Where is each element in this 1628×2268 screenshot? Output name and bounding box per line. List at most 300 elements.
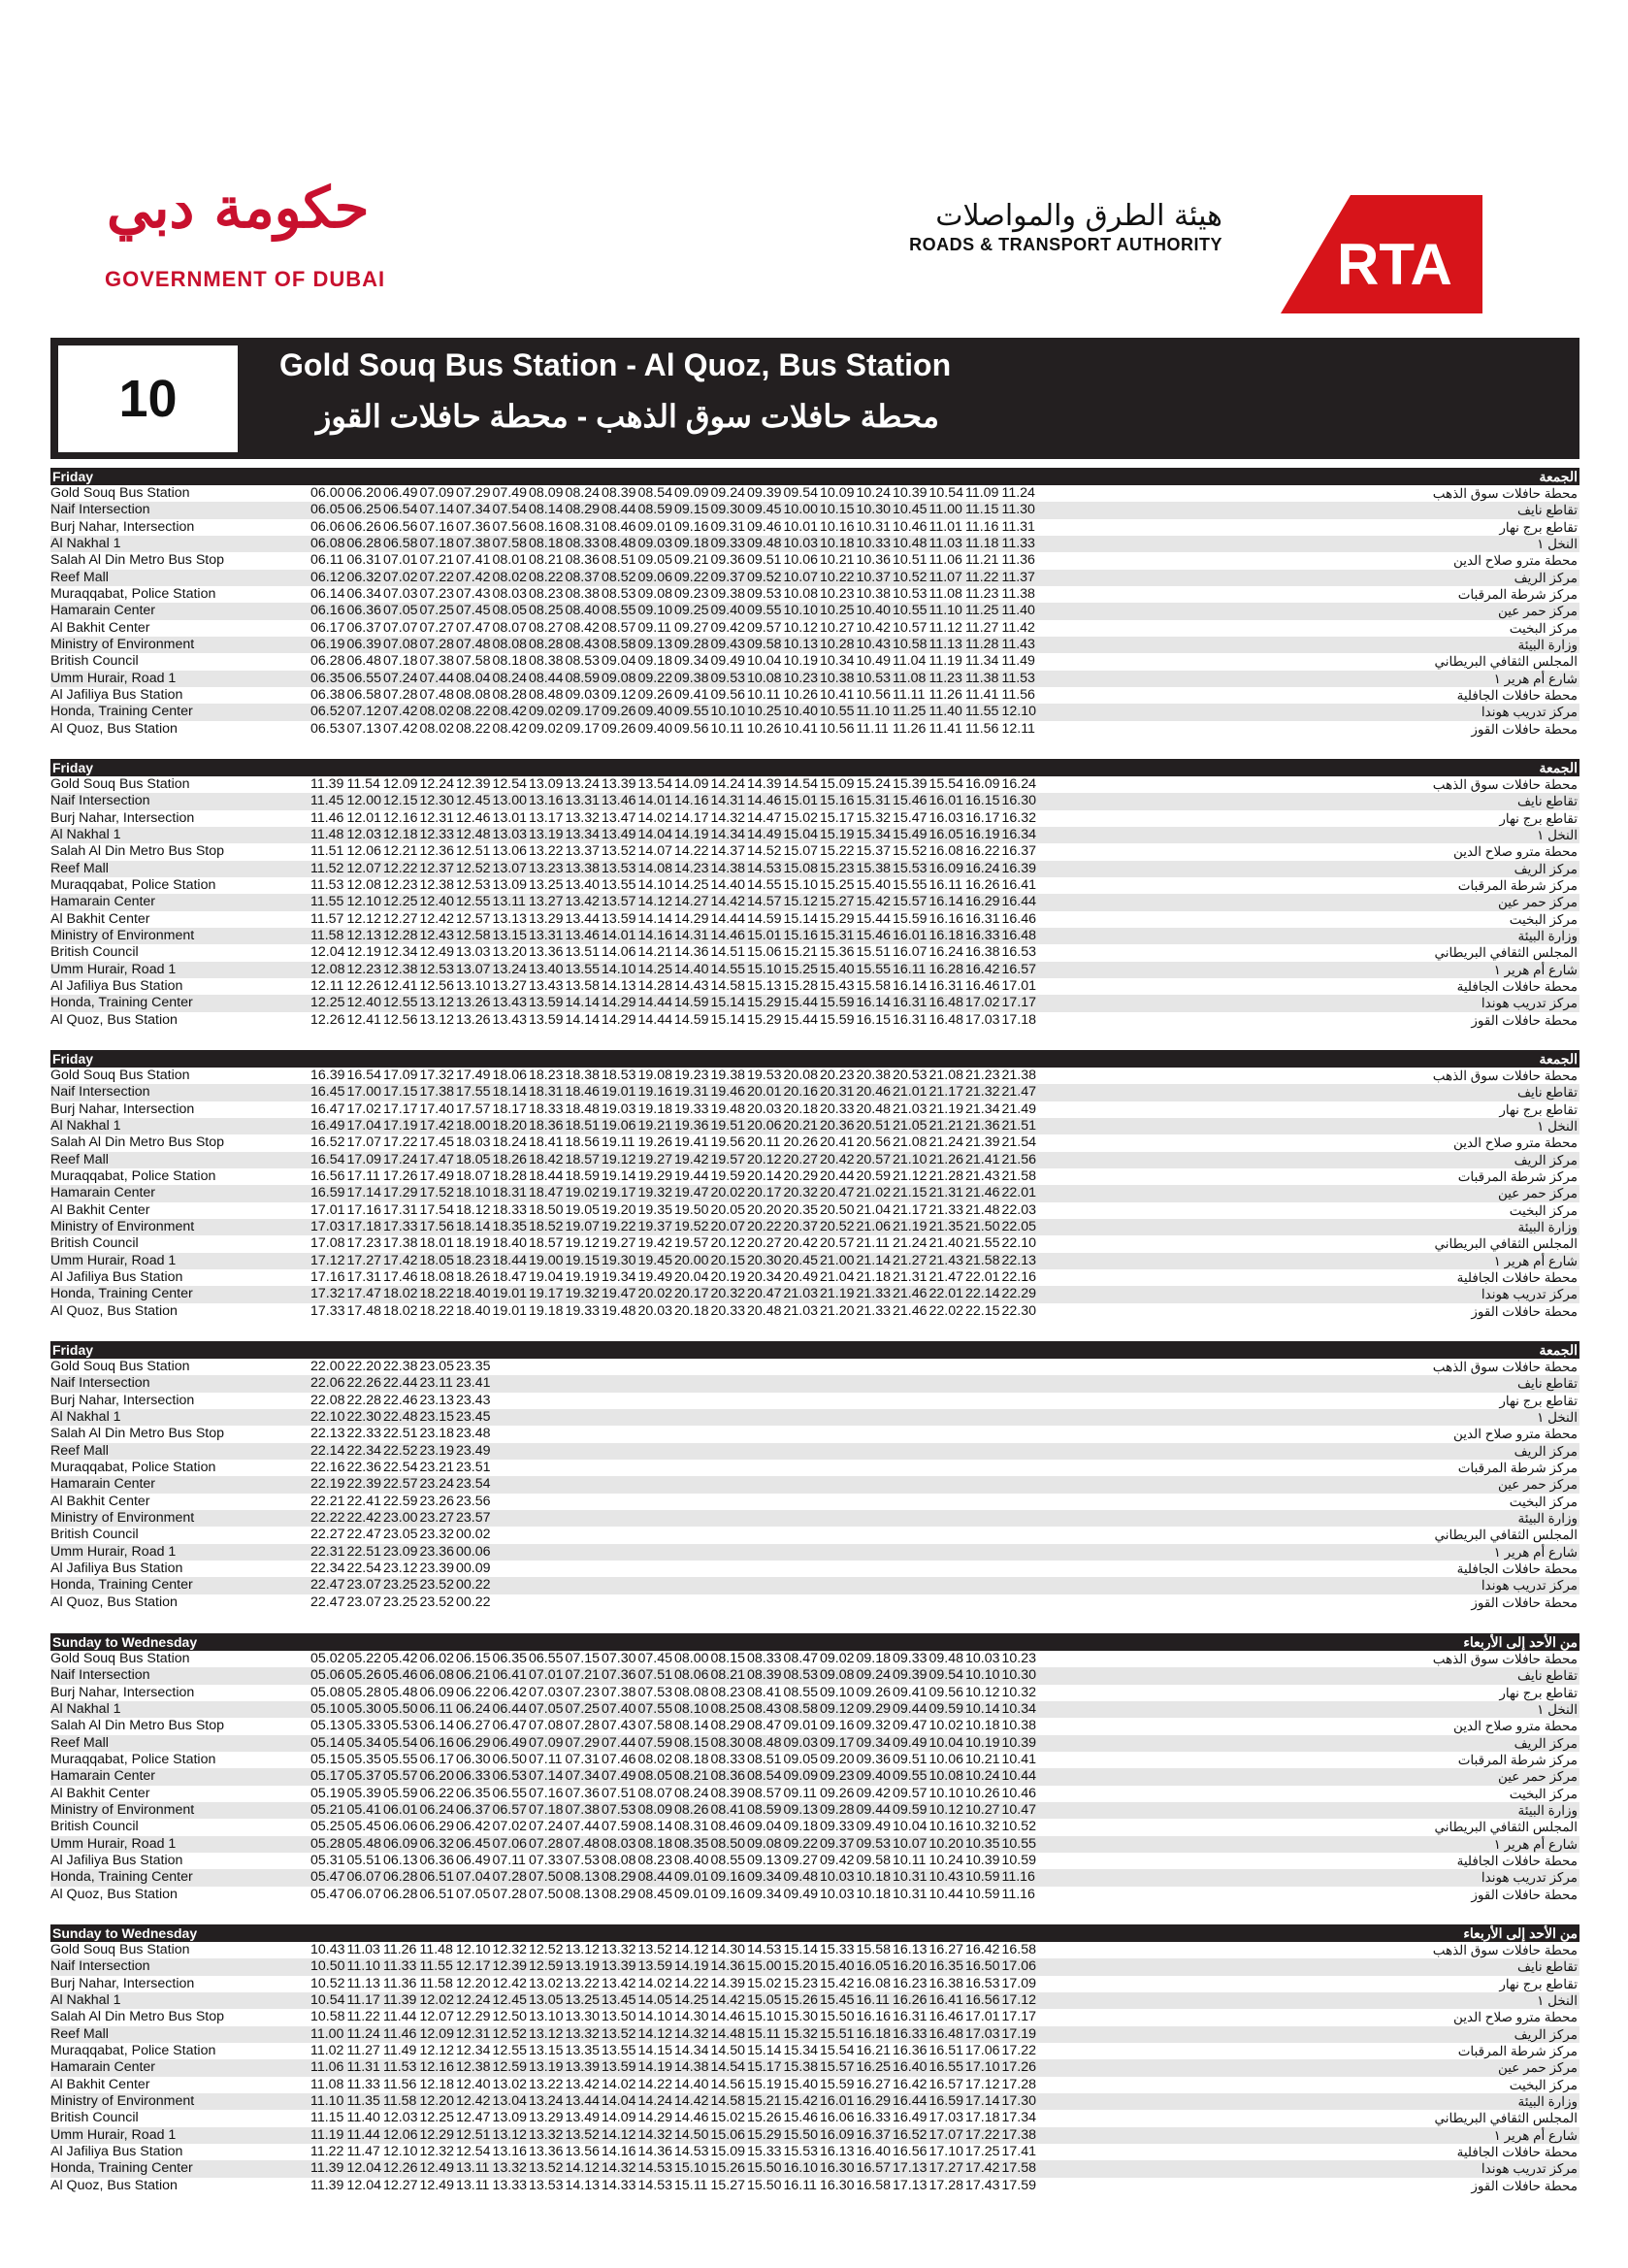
time-cell: 07.08 xyxy=(383,637,418,653)
stop-name-en: Honda, Training Center xyxy=(50,1869,193,1886)
time-cell: 05.48 xyxy=(383,1684,418,1700)
time-cell: 13.32 xyxy=(492,2160,528,2177)
time-cell: 11.27 xyxy=(965,619,999,636)
time-cell: 22.27 xyxy=(310,1527,345,1543)
time-cell: 19.47 xyxy=(602,1286,636,1302)
stop-name-en: Muraqqabat, Police Station xyxy=(50,1460,216,1476)
time-cell: 07.22 xyxy=(419,569,455,585)
time-cell: 08.57 xyxy=(602,619,636,636)
timetable-section xyxy=(50,1341,1579,1611)
time-cell: 21.33 xyxy=(856,1302,892,1319)
time-cell: 17.06 xyxy=(965,2043,1000,2059)
time-cell: 16.55 xyxy=(928,2059,964,2076)
time-cell: 06.36 xyxy=(346,603,382,619)
time-cell: 07.43 xyxy=(602,1718,636,1734)
time-cell: 23.27 xyxy=(419,1510,455,1527)
time-cell: 14.31 xyxy=(674,928,709,944)
time-cell: 09.57 xyxy=(747,619,782,636)
time-cell: 09.16 xyxy=(710,1869,746,1886)
time-cell: 16.31 xyxy=(928,978,964,995)
time-cell: 10.04 xyxy=(893,1819,928,1835)
time-cell: 10.39 xyxy=(965,1853,1000,1869)
time-cell: 20.02 xyxy=(710,1185,746,1201)
stop-name-en: Umm Hurair, Road 1 xyxy=(50,1543,177,1560)
time-cell: 15.14 xyxy=(783,1942,819,1957)
stop-name-ar: محطة مترو صلاح الدين xyxy=(1453,1135,1578,1151)
time-cell: 13.32 xyxy=(565,809,601,826)
stop-name-en: Gold Souq Bus Station xyxy=(50,1068,190,1083)
time-cell: 06.08 xyxy=(419,1667,455,1684)
time-cell: 09.40 xyxy=(710,603,746,619)
time-cell: 20.12 xyxy=(747,1151,782,1167)
time-cell: 07.48 xyxy=(565,1835,601,1852)
time-cell: 06.55 xyxy=(492,1785,528,1801)
time-cell: 07.16 xyxy=(529,1785,564,1801)
time-cell: 06.07 xyxy=(346,1886,382,1902)
time-cell: 11.39 xyxy=(383,1992,417,2009)
time-cell: 10.24 xyxy=(965,1768,1000,1785)
time-cell: 22.42 xyxy=(346,1510,382,1527)
stop-name-ar: مركز الريف xyxy=(1514,1443,1578,1459)
stop-name-ar: شارع أم هرير ١ xyxy=(1493,2127,1578,2143)
time-cell: 10.18 xyxy=(856,1886,892,1902)
stop-name-ar: محطة حافلات الجافلية xyxy=(1456,1270,1578,1286)
time-cell: 23.41 xyxy=(456,1375,491,1392)
time-cell: 09.53 xyxy=(747,586,782,603)
time-cell: 16.37 xyxy=(1001,843,1037,860)
time-cell: 08.14 xyxy=(674,1718,709,1734)
time-cell: 09.20 xyxy=(820,1752,855,1768)
time-cell: 16.26 xyxy=(893,1992,928,2009)
stop-name-en: Al Nakhal 1 xyxy=(50,536,121,552)
time-cell: 19.46 xyxy=(710,1084,746,1101)
time-cell: 10.47 xyxy=(1001,1802,1037,1819)
time-cell: 13.57 xyxy=(602,894,636,910)
time-cell: 13.03 xyxy=(492,827,528,843)
departure-times xyxy=(310,2160,1038,2177)
time-cell: 14.12 xyxy=(637,2025,673,2042)
time-cell: 14.58 xyxy=(710,2093,746,2110)
time-cell: 12.19 xyxy=(346,944,382,961)
time-cell: 14.21 xyxy=(637,944,673,961)
time-cell: 08.59 xyxy=(565,670,601,686)
time-cell: 21.03 xyxy=(783,1302,819,1319)
time-cell: 05.35 xyxy=(346,1752,382,1768)
time-cell: 16.26 xyxy=(965,877,1000,894)
time-cell: 16.53 xyxy=(1001,944,1037,961)
time-cell: 10.12 xyxy=(965,1684,1000,1700)
time-cell: 08.08 xyxy=(602,1853,636,1869)
time-cell: 14.54 xyxy=(783,776,819,792)
time-cell: 08.33 xyxy=(565,536,601,552)
time-cell: 15.58 xyxy=(856,978,892,995)
time-cell: 21.58 xyxy=(965,1252,1000,1268)
departure-times xyxy=(310,1068,1038,1084)
time-cell: 13.26 xyxy=(456,1011,491,1028)
time-cell: 13.47 xyxy=(602,809,636,826)
time-cell: 05.17 xyxy=(310,1768,345,1785)
time-cell: 08.01 xyxy=(492,552,528,569)
time-cell: 14.19 xyxy=(637,2059,673,2076)
time-cell: 12.26 xyxy=(383,2160,418,2177)
time-cell: 21.43 xyxy=(965,1168,1000,1185)
departure-times xyxy=(310,2043,1038,2059)
time-cell: 13.49 xyxy=(602,827,636,843)
time-cell: 23.32 xyxy=(419,1527,455,1543)
time-cell: 11.31 xyxy=(1001,518,1035,535)
time-cell: 14.55 xyxy=(710,961,746,977)
departure-times xyxy=(310,1667,1038,1684)
stop-name-en: Al Bakhit Center xyxy=(50,619,150,636)
departure-times xyxy=(310,1409,493,1426)
time-cell: 15.58 xyxy=(856,1942,892,1957)
time-cell: 08.33 xyxy=(710,1752,746,1768)
time-cell: 20.32 xyxy=(710,1286,746,1302)
time-cell: 23.18 xyxy=(419,1426,455,1442)
time-cell: 16.18 xyxy=(856,2025,892,2042)
time-cell: 10.09 xyxy=(820,485,855,501)
time-cell: 10.52 xyxy=(893,569,928,585)
time-cell: 05.30 xyxy=(346,1701,382,1718)
time-cell: 23.15 xyxy=(419,1409,455,1426)
time-cell: 08.46 xyxy=(602,518,636,535)
stop-name-ar: وزارة البيئة xyxy=(1517,2094,1578,2110)
stop-name-en: Ministry of Environment xyxy=(50,637,195,653)
time-cell: 20.26 xyxy=(783,1134,819,1151)
time-cell: 13.59 xyxy=(529,1011,564,1028)
time-cell: 10.25 xyxy=(820,603,855,619)
time-cell: 09.32 xyxy=(856,1718,892,1734)
time-cell: 11.13 xyxy=(928,637,962,653)
time-cell: 17.42 xyxy=(419,1118,455,1134)
time-cell: 17.18 xyxy=(1001,1011,1037,1028)
time-cell: 09.17 xyxy=(565,720,601,737)
route-number: 10 xyxy=(58,345,238,452)
stop-name-en: Al Jafiliya Bus Station xyxy=(50,2144,183,2160)
time-cell: 18.23 xyxy=(456,1252,491,1268)
time-cell: 09.10 xyxy=(637,603,673,619)
stop-name-en: Umm Hurair, Road 1 xyxy=(50,961,177,977)
time-cell: 13.09 xyxy=(492,2110,528,2126)
time-cell: 15.51 xyxy=(856,944,892,961)
time-cell: 19.44 xyxy=(674,1168,709,1185)
time-cell: 19.59 xyxy=(710,1168,746,1185)
time-cell: 05.15 xyxy=(310,1752,345,1768)
time-cell: 19.53 xyxy=(747,1068,782,1083)
time-cell: 23.00 xyxy=(383,1510,418,1527)
time-cell: 09.18 xyxy=(637,653,673,670)
time-cell: 19.41 xyxy=(674,1134,709,1151)
time-cell: 11.19 xyxy=(928,653,962,670)
time-cell: 19.22 xyxy=(602,1219,636,1235)
time-cell: 10.31 xyxy=(856,518,892,535)
stop-name-ar: مركز البخيت xyxy=(1509,911,1578,927)
time-cell: 16.42 xyxy=(965,1942,1000,1957)
time-cell: 12.18 xyxy=(419,2076,455,2092)
time-cell: 10.56 xyxy=(856,687,892,704)
time-cell: 07.44 xyxy=(602,1734,636,1751)
time-cell: 20.08 xyxy=(783,1068,819,1083)
time-cell: 09.21 xyxy=(674,552,709,569)
time-cell: 12.59 xyxy=(529,1958,564,1975)
time-cell: 06.22 xyxy=(456,1684,491,1700)
time-cell: 13.25 xyxy=(529,877,564,894)
time-cell: 07.18 xyxy=(419,536,455,552)
time-cell: 11.34 xyxy=(965,653,999,670)
stop-name-en: Honda, Training Center xyxy=(50,995,193,1011)
time-cell: 10.39 xyxy=(1001,1734,1037,1751)
stop-name-en: Burj Nahar, Intersection xyxy=(50,1975,195,1991)
time-cell: 13.38 xyxy=(565,860,601,876)
time-cell: 19.33 xyxy=(565,1302,601,1319)
stop-name-en: Reef Mall xyxy=(50,569,109,585)
time-cell: 13.19 xyxy=(529,2059,564,2076)
time-cell: 11.18 xyxy=(965,536,999,552)
time-cell: 15.50 xyxy=(820,2009,855,2025)
time-cell: 12.10 xyxy=(456,1942,491,1957)
time-cell: 15.20 xyxy=(783,1958,819,1975)
time-cell: 17.02 xyxy=(965,995,1000,1011)
time-cell: 09.09 xyxy=(674,485,709,501)
time-cell: 09.24 xyxy=(710,485,746,501)
time-cell: 14.29 xyxy=(602,995,636,1011)
time-cell: 22.59 xyxy=(383,1493,418,1509)
stop-name-en: Ministry of Environment xyxy=(50,1510,195,1527)
time-cell: 10.10 xyxy=(928,1785,964,1801)
time-cell: 09.16 xyxy=(674,518,709,535)
time-cell: 17.45 xyxy=(419,1134,455,1151)
time-cell: 00.02 xyxy=(456,1527,491,1543)
time-cell: 15.23 xyxy=(820,860,855,876)
time-cell: 15.14 xyxy=(747,2043,782,2059)
table-row xyxy=(50,1101,1579,1118)
time-cell: 05.25 xyxy=(310,1819,345,1835)
time-cell: 20.33 xyxy=(820,1101,855,1117)
time-cell: 10.02 xyxy=(928,1718,964,1734)
table-row xyxy=(50,2059,1579,2076)
time-cell: 15.44 xyxy=(856,910,892,927)
time-cell: 15.31 xyxy=(820,928,855,944)
time-cell: 13.49 xyxy=(565,2110,601,2126)
time-cell: 08.31 xyxy=(565,518,601,535)
time-cell: 18.20 xyxy=(492,1118,528,1134)
time-cell: 17.13 xyxy=(893,2160,928,2177)
time-cell: 20.42 xyxy=(820,1151,855,1167)
time-cell: 21.39 xyxy=(965,1134,1000,1151)
time-cell: 17.01 xyxy=(965,2009,1000,2025)
departure-times xyxy=(310,2077,1038,2093)
time-cell: 11.51 xyxy=(310,843,344,860)
time-cell: 05.50 xyxy=(383,1701,418,1718)
time-cell: 15.10 xyxy=(783,877,819,894)
time-cell: 10.38 xyxy=(856,586,892,603)
time-cell: 07.34 xyxy=(456,502,491,518)
stop-name-ar: وزارة البيئة xyxy=(1517,929,1578,944)
time-cell: 14.23 xyxy=(674,860,709,876)
table-row xyxy=(50,1819,1579,1835)
time-cell: 09.04 xyxy=(602,653,636,670)
departure-times xyxy=(310,1735,1038,1752)
time-cell: 18.03 xyxy=(456,1134,491,1151)
time-cell: 11.09 xyxy=(965,485,999,501)
time-cell: 13.37 xyxy=(565,843,601,860)
time-cell: 12.17 xyxy=(456,1958,491,1975)
stop-name-en: Al Bakhit Center xyxy=(50,910,150,927)
time-cell: 17.49 xyxy=(419,1168,455,1185)
time-cell: 11.24 xyxy=(1001,485,1035,501)
time-cell: 07.23 xyxy=(419,586,455,603)
time-cell: 14.51 xyxy=(710,944,746,961)
time-cell: 18.35 xyxy=(492,1219,528,1235)
time-cell: 16.36 xyxy=(893,2043,928,2059)
time-cell: 23.13 xyxy=(419,1392,455,1408)
time-cell: 12.25 xyxy=(419,2110,455,2126)
time-cell: 09.25 xyxy=(674,603,709,619)
time-cell: 17.32 xyxy=(310,1286,345,1302)
time-cell: 09.26 xyxy=(602,720,636,737)
time-cell: 15.01 xyxy=(747,928,782,944)
time-cell: 13.43 xyxy=(492,995,528,1011)
time-cell: 13.09 xyxy=(492,877,528,894)
time-cell: 09.39 xyxy=(893,1667,928,1684)
time-cell: 16.52 xyxy=(893,2126,928,2143)
time-cell: 18.23 xyxy=(529,1068,564,1083)
time-cell: 07.44 xyxy=(565,1819,601,1835)
table-row xyxy=(50,1375,1579,1392)
table-row xyxy=(50,1253,1579,1269)
time-cell: 10.26 xyxy=(965,1785,1000,1801)
time-cell: 08.15 xyxy=(710,1651,746,1666)
time-cell: 22.10 xyxy=(310,1409,345,1426)
time-cell: 13.10 xyxy=(456,978,491,995)
time-cell: 05.02 xyxy=(310,1651,345,1666)
time-cell: 16.21 xyxy=(856,2043,892,2059)
time-cell: 19.57 xyxy=(710,1151,746,1167)
table-row xyxy=(50,1235,1579,1252)
time-cell: 07.01 xyxy=(529,1667,564,1684)
time-cell: 11.44 xyxy=(346,2126,380,2143)
time-cell: 08.31 xyxy=(674,1819,709,1835)
time-cell: 18.10 xyxy=(456,1185,491,1201)
time-cell: 12.32 xyxy=(492,1942,528,1957)
time-cell: 20.17 xyxy=(674,1286,709,1302)
time-cell: 13.34 xyxy=(565,827,601,843)
time-cell: 09.26 xyxy=(602,704,636,720)
stop-name-ar: محطة مترو صلاح الدين xyxy=(1453,553,1578,569)
departure-times xyxy=(310,894,1038,910)
time-cell: 10.16 xyxy=(820,518,855,535)
table-row xyxy=(50,1752,1579,1768)
time-cell: 22.13 xyxy=(1001,1252,1037,1268)
time-cell: 13.53 xyxy=(529,2177,564,2193)
time-cell: 11.21 xyxy=(965,552,999,569)
time-cell: 15.07 xyxy=(783,843,819,860)
time-cell: 06.51 xyxy=(419,1869,455,1886)
time-cell: 19.14 xyxy=(602,1168,636,1185)
time-cell: 11.25 xyxy=(893,704,927,720)
time-cell: 19.17 xyxy=(529,1286,564,1302)
time-cell: 14.25 xyxy=(674,1992,709,2009)
time-cell: 11.57 xyxy=(310,910,344,927)
timetable-section xyxy=(50,1924,1579,2194)
time-cell: 14.19 xyxy=(674,827,709,843)
departure-times xyxy=(310,810,1038,827)
departure-times xyxy=(310,793,1038,809)
time-cell: 22.00 xyxy=(310,1359,345,1374)
time-cell: 08.23 xyxy=(529,586,564,603)
time-cell: 13.17 xyxy=(529,809,564,826)
time-cell: 13.32 xyxy=(602,1942,636,1957)
departure-times xyxy=(310,1084,1038,1101)
departure-times xyxy=(310,603,1038,619)
departure-times xyxy=(310,1853,1038,1869)
time-cell: 18.31 xyxy=(492,1185,528,1201)
time-cell: 21.18 xyxy=(856,1269,892,1286)
time-cell: 14.34 xyxy=(710,827,746,843)
time-cell: 17.01 xyxy=(310,1201,345,1218)
time-cell: 13.29 xyxy=(529,910,564,927)
time-cell: 09.58 xyxy=(747,637,782,653)
time-cell: 14.53 xyxy=(747,1942,782,1957)
time-cell: 07.43 xyxy=(456,586,491,603)
time-cell: 05.22 xyxy=(346,1651,382,1666)
time-cell: 08.53 xyxy=(602,586,636,603)
time-cell: 11.49 xyxy=(1001,653,1035,670)
time-cell: 14.42 xyxy=(710,894,746,910)
time-cell: 23.21 xyxy=(419,1460,455,1476)
time-cell: 13.39 xyxy=(565,2059,601,2076)
time-cell: 10.59 xyxy=(1001,1853,1037,1869)
time-cell: 09.56 xyxy=(710,687,746,704)
time-cell: 11.46 xyxy=(310,809,344,826)
route-title-arabic: محطة حافلات سوق الذهب - محطة حافلات القوز xyxy=(315,399,939,434)
stop-name-en: Gold Souq Bus Station xyxy=(50,485,190,501)
table-row xyxy=(50,485,1579,502)
time-cell: 09.42 xyxy=(820,1853,855,1869)
time-cell: 16.30 xyxy=(820,2160,855,2177)
time-cell: 09.08 xyxy=(747,1835,782,1852)
time-cell: 14.39 xyxy=(747,776,782,792)
table-row xyxy=(50,1577,1579,1594)
time-cell: 14.08 xyxy=(637,860,673,876)
time-cell: 19.42 xyxy=(637,1235,673,1252)
stop-name-en: Gold Souq Bus Station xyxy=(50,1651,190,1666)
time-cell: 15.51 xyxy=(820,2025,855,2042)
time-cell: 07.50 xyxy=(529,1869,564,1886)
time-cell: 10.40 xyxy=(783,704,819,720)
time-cell: 16.10 xyxy=(783,2160,819,2177)
time-cell: 23.51 xyxy=(456,1460,491,1476)
time-cell: 08.44 xyxy=(602,502,636,518)
time-cell: 16.30 xyxy=(820,2177,855,2193)
time-cell: 20.51 xyxy=(856,1118,892,1134)
time-cell: 09.38 xyxy=(710,586,746,603)
time-cell: 12.16 xyxy=(419,2059,455,2076)
time-cell: 12.53 xyxy=(456,877,491,894)
time-cell: 16.14 xyxy=(856,995,892,1011)
time-cell: 09.48 xyxy=(783,1869,819,1886)
time-cell: 20.46 xyxy=(856,1084,892,1101)
stop-name-ar: مركز الريف xyxy=(1514,570,1578,585)
time-cell: 12.38 xyxy=(456,2059,491,2076)
time-cell: 16.37 xyxy=(856,2126,892,2143)
time-cell: 17.14 xyxy=(965,2093,1000,2110)
time-cell: 21.15 xyxy=(893,1185,928,1201)
time-cell: 21.14 xyxy=(856,1252,892,1268)
stop-name-en: Hamarain Center xyxy=(50,603,156,619)
time-cell: 19.50 xyxy=(674,1201,709,1218)
table-row xyxy=(50,928,1579,944)
